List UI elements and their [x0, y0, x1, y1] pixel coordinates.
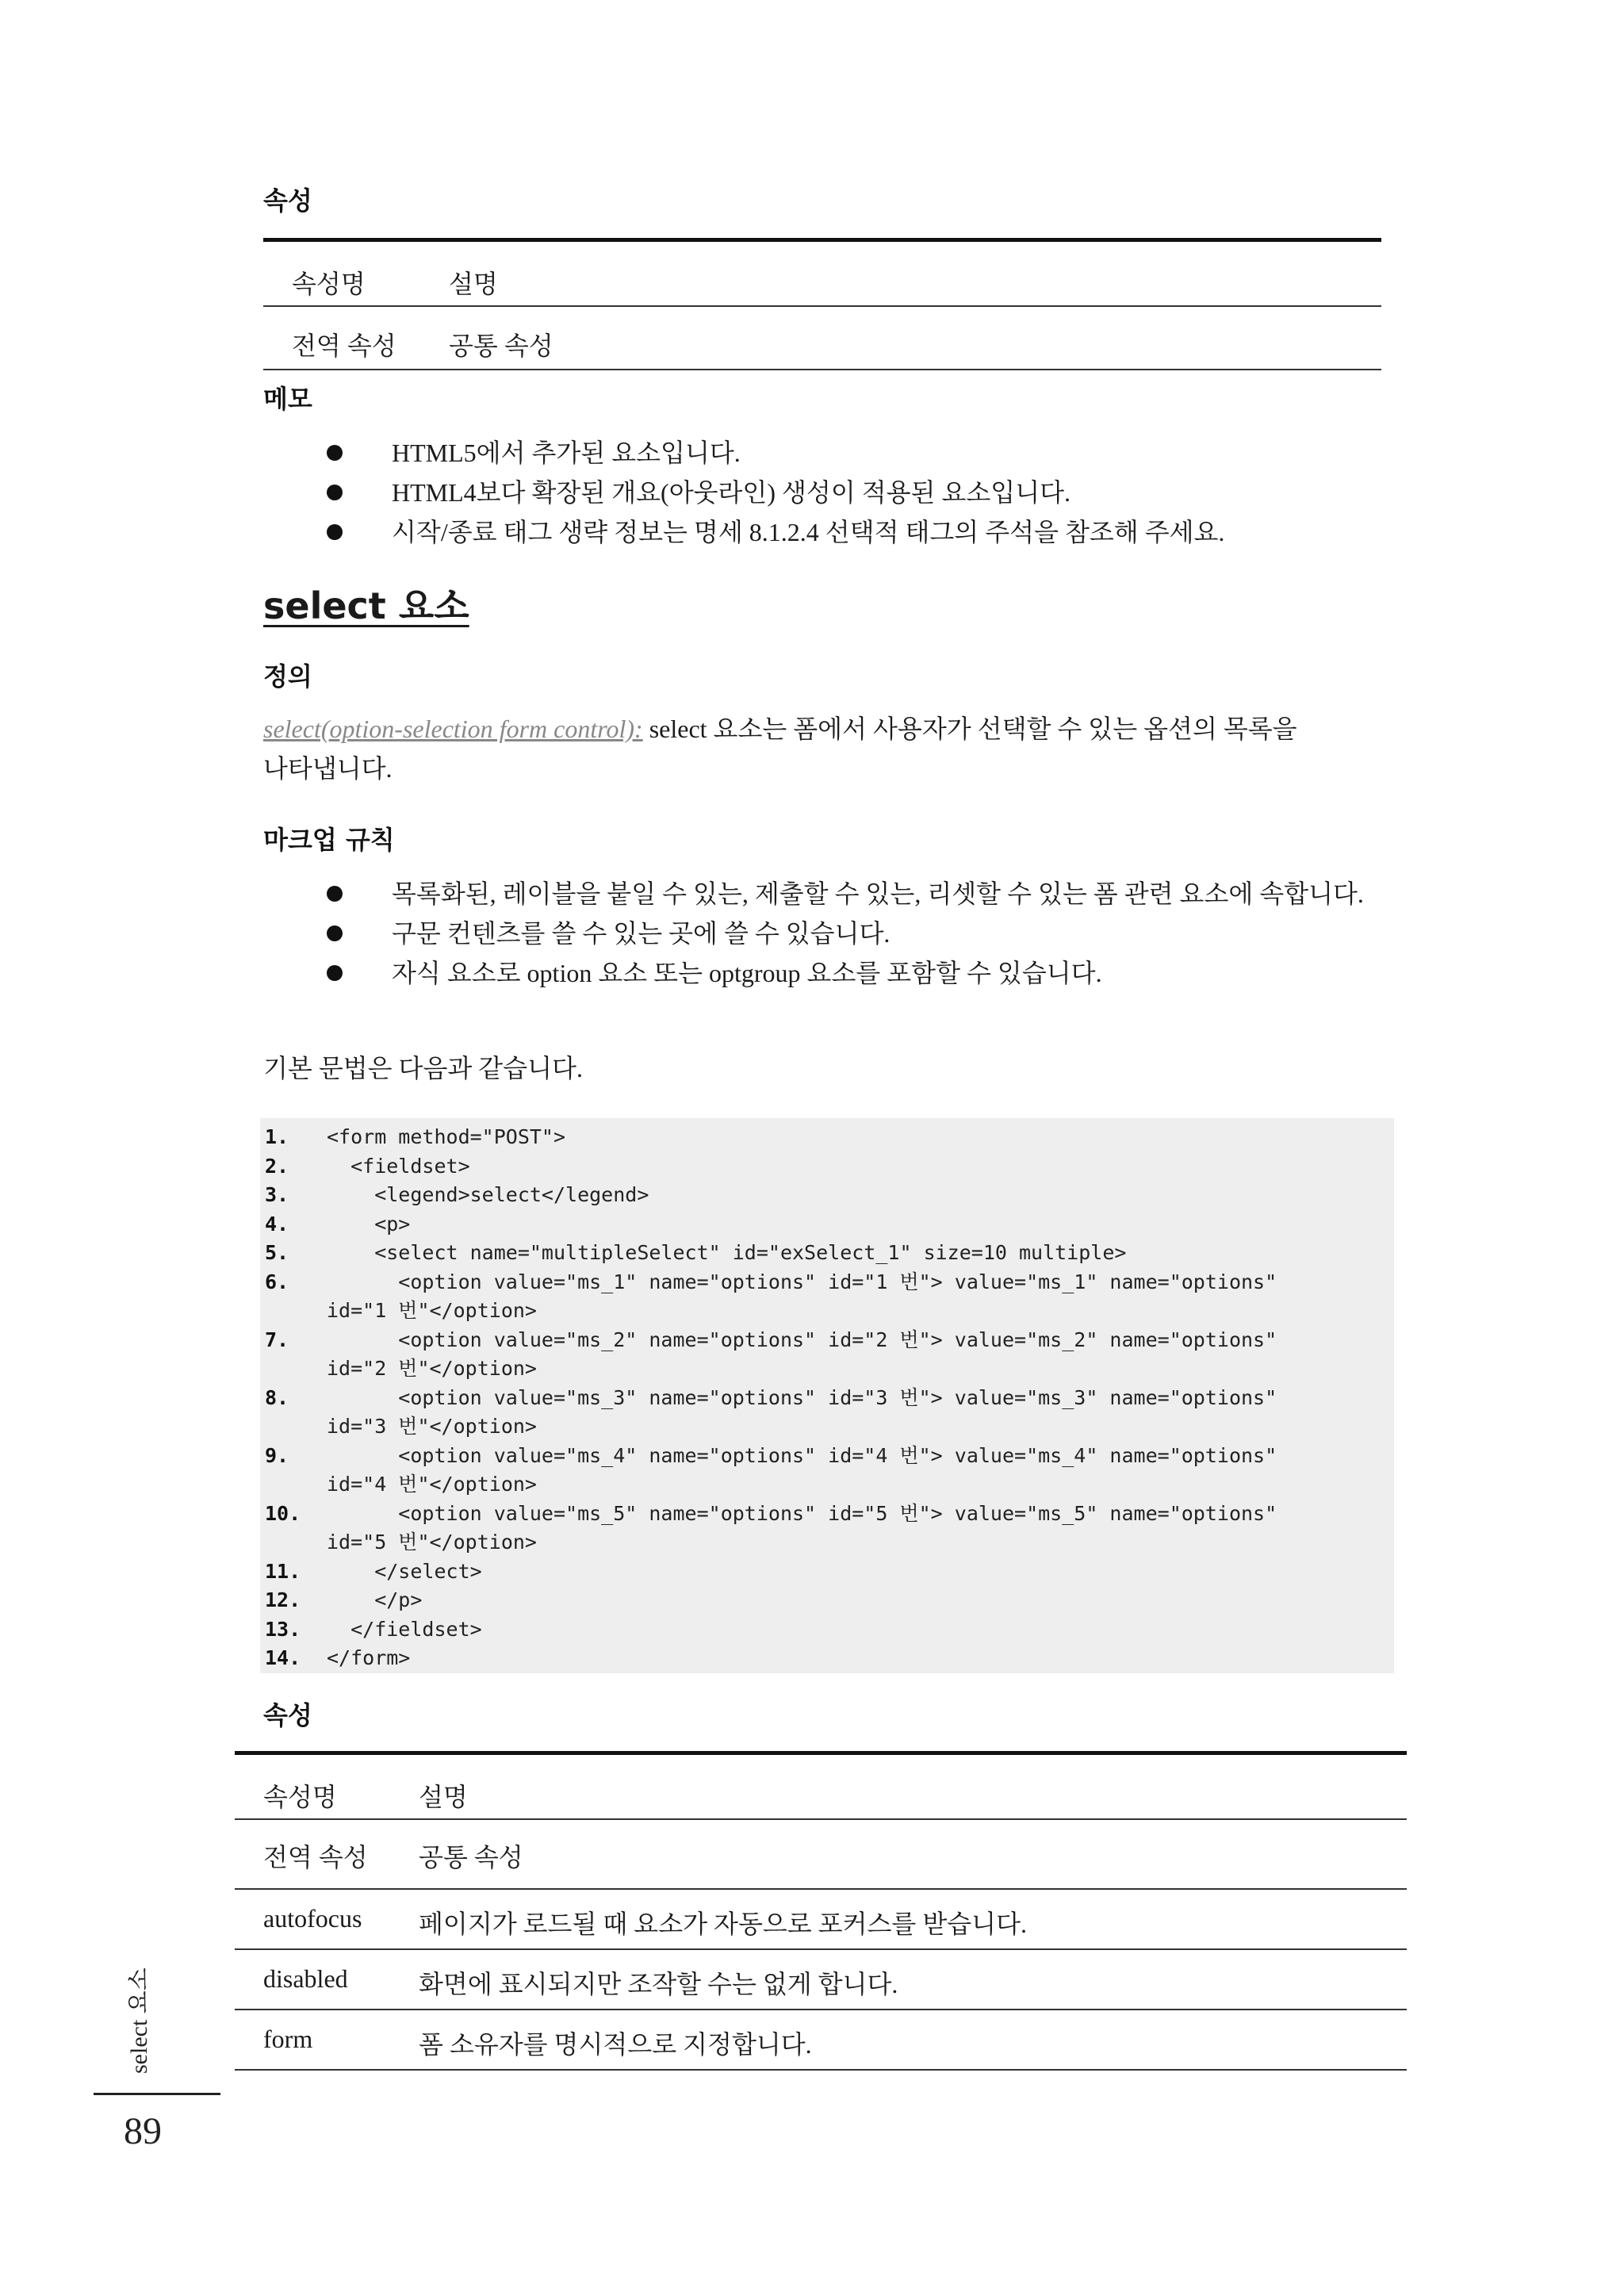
definition-text: [263, 709, 1389, 788]
code-block: [260, 1118, 1394, 1673]
table-row: [263, 306, 1381, 370]
code-line: [260, 1384, 1394, 1413]
table-row: [235, 1949, 1407, 2010]
attr-name-cell: 전역 속성: [235, 1819, 419, 1889]
attributes-table-bottom: [235, 1751, 1407, 2071]
code-line-number: 9.: [265, 1443, 289, 1467]
code-line-wrap: id="5 번"</option>: [327, 1531, 537, 1554]
code-line: [260, 1442, 1394, 1471]
code-line-text: <option value="ms_2" name="options" id="2 번"> value="ms_2" name="options": [327, 1328, 1277, 1351]
code-line: [260, 1500, 1394, 1529]
code-line-text: <option value="ms_4" name="options" id="4 번"> value="ms_4" name="options": [327, 1443, 1277, 1467]
code-line-wrap: id="2 번"</option>: [327, 1357, 537, 1380]
code-line-text: </p>: [327, 1588, 423, 1611]
code-line-number: 1.: [265, 1125, 289, 1148]
attr-desc-cell: 공통 속성: [419, 1819, 1407, 1889]
basic-syntax-text: 기본 문법은 다음과 같습니다.: [263, 1054, 583, 1082]
page-number: 89: [124, 2110, 162, 2152]
code-line-continuation: [260, 1528, 1394, 1557]
code-line: [260, 1152, 1394, 1182]
code-line-continuation: [260, 1354, 1394, 1384]
code-line-text: <option value="ms_1" name="options" id="1 번"> value="ms_1" name="options": [327, 1270, 1277, 1293]
code-line-continuation: [260, 1297, 1394, 1326]
code-line-number: 7.: [265, 1328, 289, 1351]
code-line-number: 10.: [265, 1501, 301, 1525]
code-line-text: <option value="ms_3" name="options" id="3 번"> value="ms_3" name="options": [327, 1385, 1277, 1409]
code-line-number: 3.: [265, 1183, 289, 1206]
code-line-text: <p>: [327, 1212, 411, 1236]
attr-desc-cell: 공통 속성: [449, 306, 1381, 370]
memo-heading: 메모: [263, 384, 312, 414]
header-attr-name: 속성명: [235, 1753, 419, 1820]
side-tab: select 요소: [126, 1967, 152, 2074]
code-line-text: </fieldset>: [327, 1617, 482, 1641]
attr-name-cell: disabled: [235, 1949, 419, 2010]
list-item: 시작/종료 태그 생략 정보는 명세 8.1.2.4 선택적 태그의 주석을 참조해 주세요.: [327, 512, 1381, 552]
attr-name-cell: autofocus: [235, 1889, 419, 1949]
code-line: [260, 1586, 1394, 1615]
table-row: [235, 1819, 1407, 1889]
code-line: [260, 1615, 1394, 1645]
table-row: [235, 1889, 1407, 1949]
code-line-number: 12.: [265, 1588, 301, 1611]
code-line: [260, 1210, 1394, 1239]
table-header-row: [263, 240, 1381, 307]
list-item: 구문 컨텐츠를 쓸 수 있는 곳에 쓸 수 있습니다.: [327, 914, 1381, 953]
table-row: [235, 2010, 1407, 2070]
code-line: [260, 1326, 1394, 1355]
code-line-number: 5.: [265, 1241, 289, 1264]
code-line-continuation: [260, 1412, 1394, 1442]
attr-name-cell: 전역 속성: [263, 306, 449, 370]
code-line: [260, 1557, 1394, 1587]
header-attr-name: 속성명: [263, 240, 449, 307]
code-line-text: <legend>select</legend>: [327, 1183, 649, 1206]
code-line-wrap: id="1 번"</option>: [327, 1299, 537, 1322]
code-line: [260, 1181, 1394, 1210]
attr-desc-cell: 폼 소유자를 명시적으로 지정합니다.: [419, 2010, 1407, 2070]
section-title: select 요소: [263, 584, 469, 627]
attr-desc-cell: 화면에 표시되지만 조작할 수는 없게 합니다.: [419, 1949, 1407, 2010]
code-line-number: 8.: [265, 1385, 289, 1409]
code-line-number: 11.: [265, 1559, 301, 1583]
code-line-text: <option value="ms_5" name="options" id="5 번"> value="ms_5" name="options": [327, 1501, 1277, 1525]
list-item: 자식 요소로 option 요소 또는 optgroup 요소를 포함할 수 있습니다.: [327, 953, 1381, 993]
attr-desc-cell: 페이지가 로드될 때 요소가 자동으로 포커스를 받습니다.: [419, 1889, 1407, 1949]
code-line: [260, 1239, 1394, 1268]
code-line-number: 4.: [265, 1212, 289, 1236]
attributes-heading-bottom: 속성: [263, 1700, 312, 1730]
definition-link[interactable]: select(option-selection form control):: [263, 715, 643, 743]
code-line-number: 6.: [265, 1270, 289, 1293]
attributes-heading: 속성: [263, 186, 312, 216]
markup-rules-list: [327, 874, 1381, 993]
table-header-row: [235, 1753, 1407, 1820]
side-divider: [94, 2093, 220, 2095]
code-line-text: <select name="multipleSelect" id="exSelect_1" size=10 multiple>: [327, 1241, 1127, 1264]
attributes-table: [263, 238, 1381, 370]
list-item: HTML5에서 추가된 요소입니다.: [327, 433, 1381, 473]
list-item: HTML4보다 확장된 개요(아웃라인) 생성이 적용된 요소입니다.: [327, 473, 1381, 512]
code-line-number: 2.: [265, 1154, 289, 1178]
code-line-wrap: id="3 번"</option>: [327, 1415, 537, 1438]
header-description: 설명: [449, 240, 1381, 307]
code-line: [260, 1644, 1394, 1673]
code-line-text: <form method="POST">: [327, 1125, 566, 1148]
code-line: [260, 1268, 1394, 1297]
code-line-wrap: id="4 번"</option>: [327, 1473, 537, 1496]
code-line-text: <fieldset>: [327, 1154, 470, 1178]
code-line: [260, 1123, 1394, 1152]
code-line-text: </form>: [327, 1646, 411, 1669]
definition-heading: 정의: [263, 661, 312, 692]
code-line-number: 13.: [265, 1617, 301, 1641]
code-line-number: 14.: [265, 1646, 301, 1669]
definition-body-cont: 나타냅니다.: [263, 754, 393, 783]
code-line-continuation: [260, 1470, 1394, 1500]
definition-body: select 요소는 폼에서 사용자가 선택할 수 있는 옵션의 목록을: [642, 715, 1297, 743]
markup-rules-heading: 마크업 규칙: [263, 825, 395, 855]
attr-name-cell: form: [235, 2010, 419, 2070]
code-line-text: </select>: [327, 1559, 482, 1583]
header-description: 설명: [419, 1753, 1407, 1820]
list-item: 목록화된, 레이블을 붙일 수 있는, 제출할 수 있는, 리셋할 수 있는 폼 관련 요소에 속합니다.: [327, 874, 1381, 914]
memo-list: [327, 433, 1381, 552]
